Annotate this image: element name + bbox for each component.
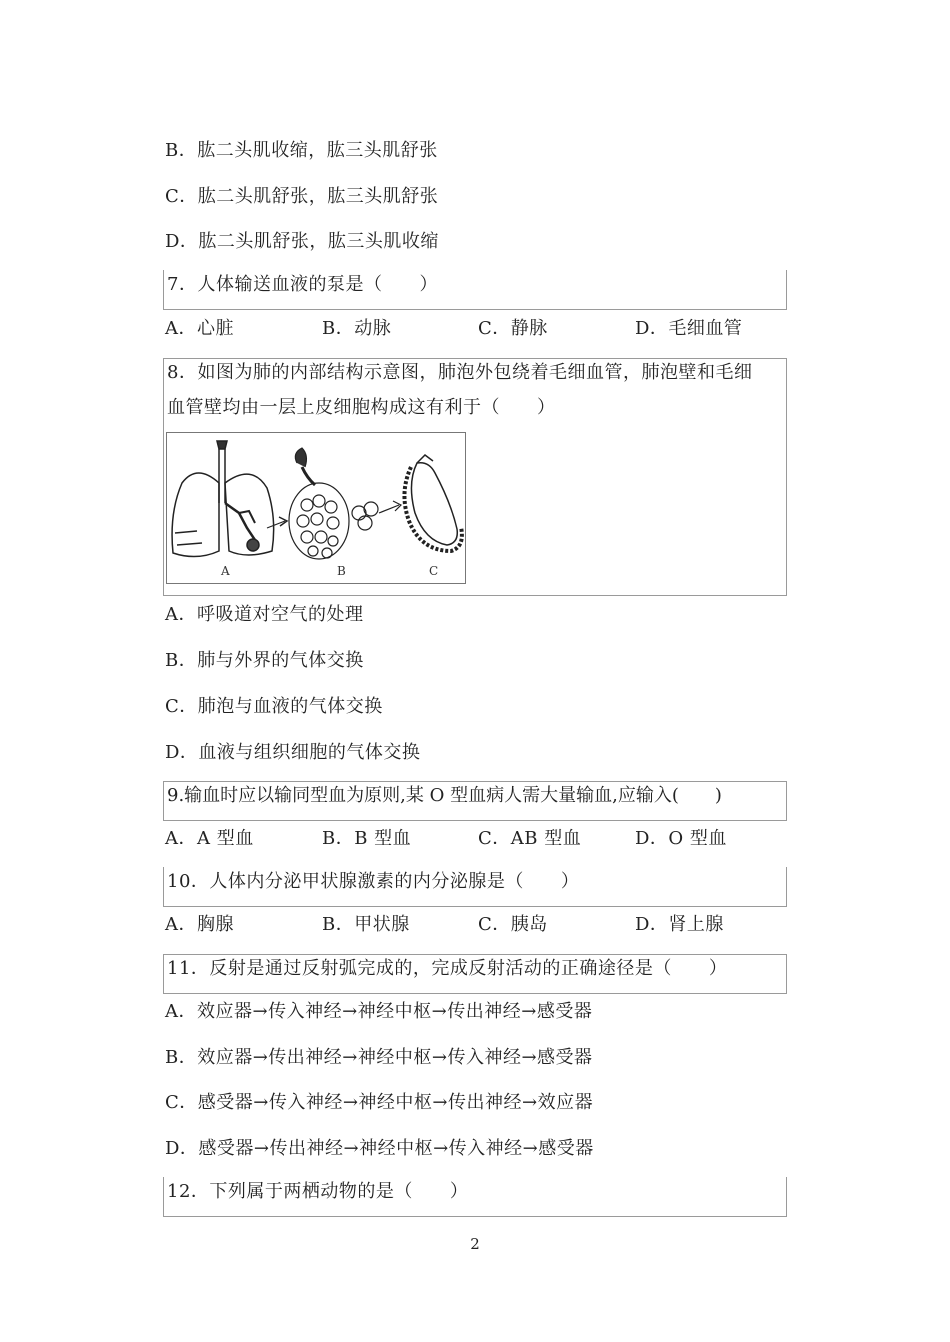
q8-stem-line1: 8．如图为肺的内部结构示意图，肺泡外包绕着毛细血管，肺泡壁和毛细 (167, 362, 753, 383)
q10-option-a: A．胸腺 (165, 914, 234, 935)
lung-diagram-a (172, 441, 287, 557)
q8-option-a: A．呼吸道对空气的处理 (165, 604, 364, 625)
q7-option-c: C．静脉 (478, 318, 548, 339)
q10-option-b: B．甲状腺 (322, 914, 410, 935)
figure-label-c: C (429, 564, 439, 578)
page-number: 2 (470, 1235, 480, 1253)
q11-stem: 11．反射是通过反射弧完成的，完成反射活动的正确途径是（ ） (167, 958, 728, 979)
q8-option-d: D．血液与组织细胞的气体交换 (165, 742, 421, 763)
q10-option-d: D．肾上腺 (635, 914, 724, 935)
q6-option-d: D．肱二头肌舒张，肱三头肌收缩 (165, 231, 439, 252)
q7-option-a: A．心脏 (165, 318, 234, 339)
q6-option-c: C．肱二头肌舒张，肱三头肌舒张 (165, 186, 439, 207)
q8-option-b: B．肺与外界的气体交换 (165, 650, 364, 671)
q12-stem: 12．下列属于两栖动物的是（ ） (167, 1181, 469, 1202)
figure-label-a: A (221, 564, 230, 578)
q8-stem-line2: 血管壁均由一层上皮细胞构成这有利于（ ） (167, 397, 556, 418)
q10-option-c: C．胰岛 (478, 914, 548, 935)
alveolus-capillary-diagram-c (404, 455, 461, 551)
q6-option-b: B．肱二头肌收缩，肱三头肌舒张 (165, 140, 438, 161)
q7-option-b: B．动脉 (322, 318, 392, 339)
q7-option-d: D．毛细血管 (635, 318, 743, 339)
figure-label-b: B (337, 564, 346, 578)
q9-stem: 9.输血时应以输同型血为原则,某 O 型血病人需大量输血,应输入( ) (167, 785, 722, 806)
lung-structure-figure (166, 432, 466, 584)
q9-option-a: A．A 型血 (165, 828, 254, 849)
q10-stem: 10．人体内分泌甲状腺激素的内分泌腺是（ ） (167, 871, 580, 892)
q9-option-d: D．O 型血 (635, 828, 727, 849)
q8-option-c: C．肺泡与血液的气体交换 (165, 696, 383, 717)
q11-option-a: A．效应器→传入神经→神经中枢→传出神经→感受器 (165, 1001, 593, 1022)
q11-option-c: C．感受器→传入神经→神经中枢→传出神经→效应器 (165, 1092, 594, 1113)
q7-stem: 7．人体输送血液的泵是（ ） (167, 274, 438, 295)
alveoli-diagram-b (289, 448, 401, 559)
q11-option-d: D．感受器→传出神经→神经中枢→传入神经→感受器 (165, 1138, 594, 1159)
q9-option-c: C．AB 型血 (478, 828, 582, 849)
q9-option-b: B．B 型血 (322, 828, 412, 849)
q11-option-b: B．效应器→传出神经→神经中枢→传入神经→感受器 (165, 1047, 593, 1068)
